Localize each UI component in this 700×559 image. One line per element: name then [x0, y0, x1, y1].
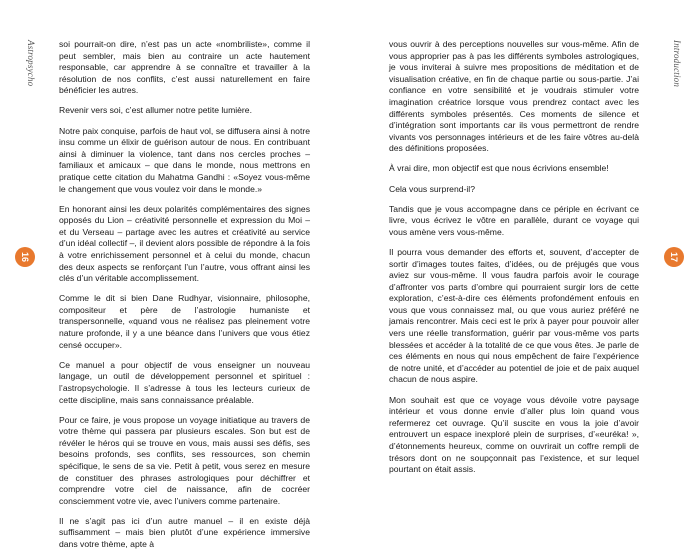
right-body-text — [389, 39, 639, 484]
paragraph: En honorant ainsi les deux polarités complémentaires des signes opposés du Lion – créativité personnelle et expression du Moi – et du Verseau – partage avec les autres et créativité au service d’un idéal collectif –, il devient alors possible de répondre à la fois à votre enrichissement personnel et à celui du monde, chacun des deux aspects se renforçant l’un l’autre, vous offrant ainsi les clés d’un véritable accomplissement. — [59, 203, 310, 284]
paragraph: Notre paix conquise, parfois de haut vol, se diffusera ainsi à notre insu comme un élixir de guérison autour de nous. En contribuant ainsi à diminuer la violence, tant dans nos cercles proches – familiaux et amicaux – que dans le monde, nous mettrons en pratique cette citation du Mahatma Gandhi : «Soyez vous-même le changement que vous voulez voir dans le monde.» — [59, 125, 310, 194]
paragraph: Tandis que je vous accompagne dans ce périple en écrivant ce livre, vous écrivez le vôtre en parallèle, durant ce voyage qui vous amène vers vous-même. — [389, 203, 639, 237]
paragraph: Mon souhait est que ce voyage vous dévoile votre paysage intérieur et vous donne envie d’aller plus loin quand vous refermerez cet ouvrage. Qu’il suscite en vous la joie d’avoir entrouvert un espace inexploré plein de surprises, d’«euréka! », d’étonnements heureux, comme on ouvrirait un coffre rempli de trésors dont on ne soupçonnait pas l’existence, et sur lequel pourtant on était assis. — [389, 394, 639, 475]
paragraph: vous ouvrir à des perceptions nouvelles sur vous-même. Afin de vous approprier pas à pas les différents symboles astrologiques, je vous inviterai à suivre mes propositions de méditation et de visualisation créative, en fin de chaque partie ou sous-partie. J’ai confiance en votre sensibilité et je voudrais stimuler votre imagination créatrice lorsque vous prendrez contact avec les différents symboles présentés. Ces moments de silence et d’intégration sont importants car ils vous permettront de rendre vivants vos personnages intérieurs et de les faire vôtres au-delà des définitions proposées. — [389, 39, 639, 154]
paragraph: soi pourrait-on dire, n’est pas un acte «nombriliste», comme il peut sembler, mais bien au contraire un acte hautement responsable, car apprendre à se connaître et travailler à la résolution de nos conflits, c’est aussi naturellement en faire bénéficier les autres. — [59, 39, 310, 96]
paragraph: Pour ce faire, je vous propose un voyage initiatique au travers de votre thème qui passera par plusieurs escales. Son but est de révéler le héros qui se trouve en vous, mais aussi ses défis, ses besoins profonds, ses conflits, ses ressources, son chemin spécifique, le sens de sa vie. Petit à petit, vous serez en mesure de constituer des phrases astrologiques pour déchiffrer et comprendre votre ciel de naissance, afin de cocréer consciemment votre vie, avec l’univers comme partenaire. — [59, 414, 310, 506]
paragraph: Il pourra vous demander des efforts et, souvent, d’accepter de sortir d’images toutes faites, d’idées, ou de préjugés que vous aviez sur vous-même. Il vous faudra parfois avoir le courage d’affronter vos parts d’ombre qui pourraient surgir lors de cette exploration, c’est-à-dire ces éléments profondément enfouis en vous que vous connaissez mal, ou que vous auriez préféré ne jamais rencontrer. Mais ceci est le prix à payer pour pouvoir aller vers une réelle transformation, guérir par vous-même vos parts blessées et accéder à la totalité de ce que vous êtes. Je parle de ces éléments en nous qui nous empêchent de faire l’expérience de notre unité, et d’accéder au potentiel de joie et de paix auquel chacun de nous aspire. — [389, 246, 639, 385]
right-page-number-badge — [664, 247, 684, 267]
paragraph: Comme le dit si bien Dane Rudhyar, visionnaire, philosophe, compositeur et père de l’astrologie humaniste et transpersonnelle, «quand vous ne réalisez pas pleinement votre nature profonde, il y a une béance dans l’univers que vous étiez censé occuper». — [59, 293, 310, 350]
left-page — [0, 0, 350, 550]
paragraph: Revenir vers soi, c’est allumer notre petite lumière. — [59, 105, 252, 116]
left-running-head: Astropsycho — [26, 40, 36, 87]
paragraph: Ce manuel a pour objectif de vous enseigner un nouveau langage, un outil de développement personnel et spirituel : l’astropsychologie. Il s’adresse à tous les lecteurs curieux de cette discipline, mais sans connaissance préalable. — [59, 359, 310, 405]
left-page-number: 16 — [19, 251, 30, 263]
paragraph: Cela vous surprend-il? — [389, 183, 475, 194]
right-running-head: Introduction — [672, 40, 682, 88]
right-page-number: 17 — [668, 251, 679, 263]
left-page-number-badge — [15, 247, 35, 267]
right-page — [350, 0, 700, 515]
paragraph: Il ne s’agit pas ici d’un autre manuel – il en existe déjà suffisamment – mais bien plutôt d’une expérience immersive dans votre thème, apte à — [59, 515, 310, 550]
paragraph: À vrai dire, mon objectif est que nous écrivions ensemble! — [389, 163, 609, 174]
left-body-text — [59, 39, 310, 559]
